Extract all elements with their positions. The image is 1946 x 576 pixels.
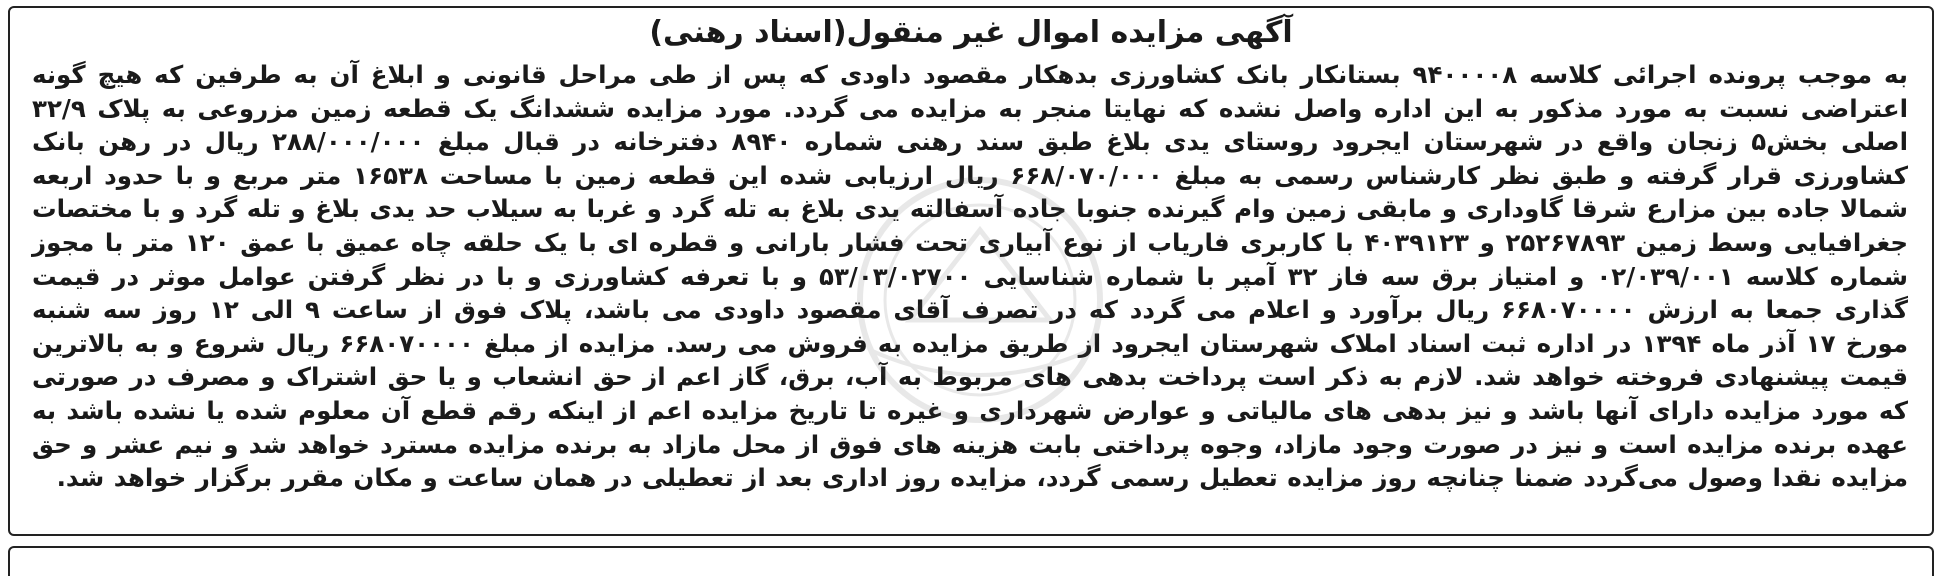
notice-frame <box>8 6 1934 536</box>
notice-body: به موجب پرونده اجرائی کلاسه ۹۴۰۰۰۰۸ بستانکار بانک کشاورزی بدهکار مقصود داودی که پس از طی مراحل قانونی و ابلاغ آن به طرفین که هیچ گونه اعتراضی نسبت به مورد مذکور به این اداره واصل نشده که نهایتا منجر به مزایده می گردد. مورد مزایده ششدانگ یک قطعه زمین مزروعی به پلاک ۳۲/۹ اصلی بخش۵ زنجان واقع در شهرستان ایجرود روستای یدی بلاغ طبق سند رهنی شماره ۸۹۴۰ دفترخانه در قبال مبلغ ۲۸۸/۰۰۰/۰۰۰ ریال در رهن بانک کشاورزی قرار گرفته و طبق نظر کارشناس رسمی به مبلغ ۶۶۸/۰۷۰/۰۰۰ ریال ارزیابی شده این قطعه زمین با مساحت ۱۶۵۳۸ متر مربع و با حدود اربعه شمالا جاده بین مزارع شرقا گاوداری و مابقی زمین وام گیرنده جنوبا جاده آسفالته یدی بلاغ به تله گرد و غربا به سیلاب حد یدی بلاغ و تله گرد و با مختصات جغرافیایی وسط زمین ۲۵۲۶۷۸۹۳ و ۴۰۳۹۱۲۳ با کاربری فاریاب از نوع آبیاری تحت فشار بارانی و قطره ای با یک حلقه چاه عمیق با عمق ۱۲۰ متر با مجوز شماره کلاسه ۰۲/۰۳۹/۰۰۱ و امتیاز برق سه فاز ۳۲ آمپر با شماره شناسایی ۵۳/۰۳/۰۲۷۰۰ و با تعرفه کشاورزی و با در نظر گرفتن عوامل موثر در قیمت گذاری جمعا به ارزش ۶۶۸۰۷۰۰۰۰ ریال برآورد و اعلام می گردد که در تصرف آقای مقصود داودی می باشد، پلاک فوق از ساعت ۹ الی ۱۲ روز سه شنبه مورخ ۱۷ آذر ماه ۱۳۹۴ در اداره ثبت اسناد املاک شهرستان ایجرود از طریق مزایده به فروش می رسد. مزایده از مبلغ ۶۶۸۰۷۰۰۰۰ ریال شروع و به بالاترین قیمت پیشنهادی فروخته خواهد شد. لازم به ذکر است پرداخت بدهی های مربوط به آب، برق، گاز اعم از حق انشعاب و یا حق اشتراک و مصرف در صورتی که مورد مزایده دارای آنها باشد و نیز بدهی های مالیاتی و عوارض شهرداری و غیره تا تاریخ مزایده اعم از اینکه رقم قطع آن معلوم شده یا نشده باشد به عهده برنده مزایده است و نیز در صورت وجود مازاد، وجوه پرداختی بابت هزینه های فوق از محل مازاد به برنده مزایده مسترد خواهد شد و نیم عشر و حق مزایده نقدا وصول می‌گردد ضمنا چنانچه روز مزایده تعطیل رسمی گردد، مزایده روز اداری بعد از تعطیلی در همان ساعت و مکان مقرر برگزار خواهد شد. <box>32 60 1909 493</box>
notice-title: آگهی مزایده اموال غیر منقول(اسناد رهنی) <box>649 15 1293 50</box>
next-notice-frame <box>8 546 1934 576</box>
